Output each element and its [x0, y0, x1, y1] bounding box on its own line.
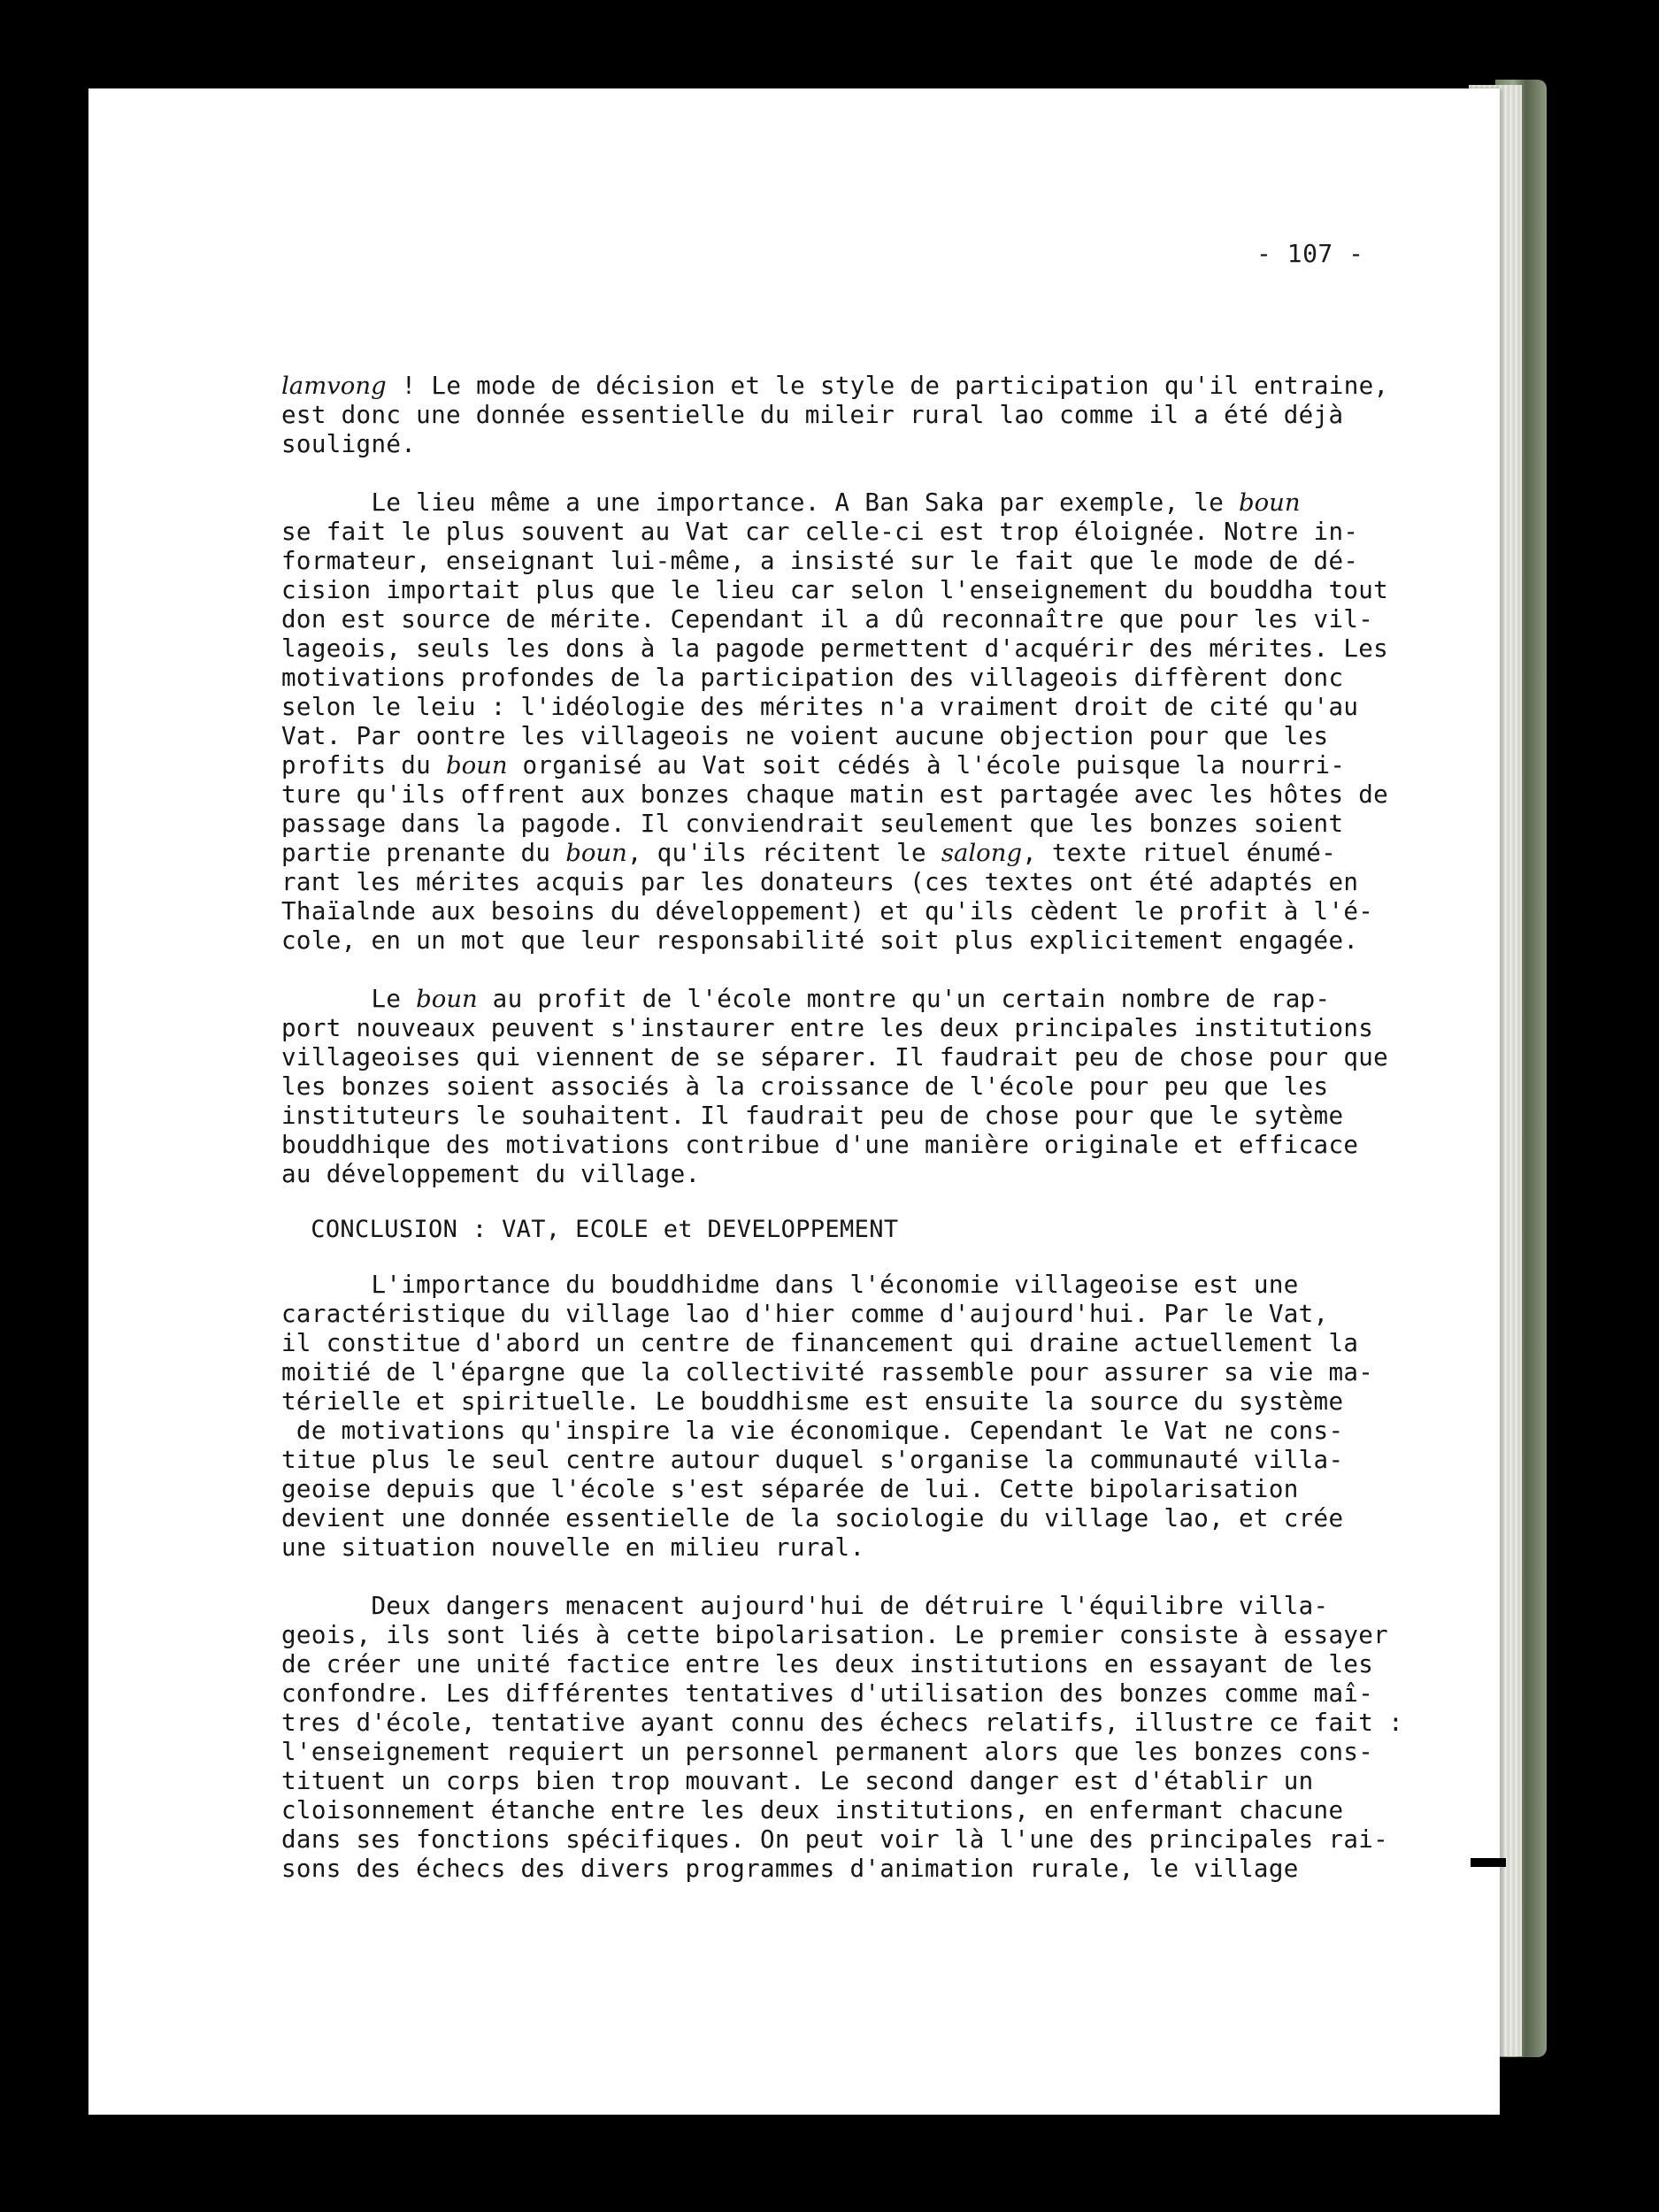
text-line	[281, 576, 1388, 605]
text-run: confondre. Les différentes tentatives d'utilisation des bonzes comme maî-	[281, 1679, 1374, 1708]
text-line	[281, 1131, 1358, 1160]
text-run: passage dans la pagode. Il conviendrait seulement que les bonzes soient	[281, 810, 1344, 838]
text-run: une situation nouvelle en milieu rural.	[281, 1533, 865, 1562]
text-run: L'importance du bouddhidme dans l'économie villageoise est une	[281, 1271, 1299, 1299]
text-line	[281, 751, 1345, 780]
text-run: dans ses fonctions spécifiques. On peut voir là l'une des principales rai-	[281, 1825, 1389, 1854]
page-number: - 107 -	[1256, 239, 1364, 268]
text-line	[281, 1825, 1388, 1855]
text-line	[281, 430, 416, 459]
text-line	[281, 926, 1358, 956]
italic-term: boun	[565, 839, 627, 867]
text-run: caractéristique du village lao d'hier comme d'aujourd'hui. Par le Vat,	[281, 1300, 1329, 1328]
text-line	[281, 1621, 1388, 1650]
text-line	[281, 1650, 1373, 1679]
text-line	[281, 1102, 1343, 1131]
text-run: rant les mérites acquis par les donateurs (ces textes ont été adaptés en	[281, 868, 1359, 896]
text-run: geois, ils sont liés à cette bipolarisation. Le premier consiste à essayer	[281, 1621, 1389, 1649]
text-line	[281, 1271, 1299, 1300]
text-line	[281, 1329, 1358, 1358]
text-line	[281, 1358, 1373, 1387]
text-line	[281, 780, 1388, 810]
text-line	[281, 372, 1388, 401]
text-run: ! Le mode de décision et le style de participation qu'il entraine,	[386, 372, 1389, 400]
text-line	[281, 1387, 1343, 1417]
text-run: bouddhique des motivations contribue d'une manière originale et efficace	[281, 1131, 1359, 1159]
text-run: , texte rituel énumé-	[1022, 839, 1337, 867]
text-run: geoise depuis que l'école s'est séparée de lui. Cette bipolarisation	[281, 1475, 1299, 1503]
text-run: moitié de l'épargne que la collectivité rassemble pour assurer sa vie ma-	[281, 1358, 1374, 1386]
margin-tab-mark	[1471, 1858, 1506, 1867]
text-run: Vat. Par oontre les villageois ne voient aucune objection pour que les	[281, 722, 1329, 750]
text-run: motivations profondes de la participation des villageois diffèrent donc	[281, 664, 1344, 692]
text-run: les bonzes soient associés à la croissance de l'école pour peu que les	[281, 1072, 1329, 1101]
text-run: térielle et spirituelle. Le bouddhisme est ensuite la source du système	[281, 1387, 1344, 1416]
text-run: villageoises qui viennent de se séparer. Il faudrait peu de chose pour que	[281, 1043, 1389, 1071]
text-line	[281, 1043, 1388, 1072]
text-line	[281, 1417, 1343, 1446]
text-run: ture qu'ils offrent aux bonzes chaque matin est partagée avec les hôtes de	[281, 780, 1389, 809]
text-run: don est source de mérite. Cependant il a dû reconnaître que pour les vil-	[281, 605, 1374, 634]
text-line	[281, 1738, 1373, 1767]
italic-term: boun	[416, 985, 478, 1013]
text-run: , qu'ils récitent le	[626, 839, 941, 867]
text-run: de motivations qu'inspire la vie économique. Cependant le Vat ne cons-	[281, 1417, 1344, 1445]
text-run: tres d'école, tentative ayant connu des échecs relatifs, illustre ce fait :	[281, 1709, 1403, 1737]
text-line	[281, 401, 1343, 430]
text-run: port nouveaux peuvent s'instaurer entre les deux principales institutions	[281, 1014, 1374, 1042]
section-heading	[281, 1215, 898, 1244]
text-line	[281, 1300, 1328, 1329]
text-run: instituteurs le souhaitent. Il faudrait peu de chose pour que le sytème	[281, 1102, 1344, 1130]
text-line	[281, 547, 1358, 576]
text-run: sons des échecs des divers programmes d'animation rurale, le village	[281, 1855, 1299, 1883]
text-line	[281, 1446, 1343, 1475]
text-line	[281, 868, 1358, 897]
text-line	[281, 693, 1358, 722]
text-run: titue plus le seul centre autour duquel s'organise la communauté villa-	[281, 1446, 1344, 1474]
text-line	[281, 1796, 1343, 1825]
italic-term: boun	[445, 751, 508, 780]
text-line	[281, 1014, 1373, 1043]
text-run: cloisonnement étanche entre les deux institutions, en enfermant chacune	[281, 1796, 1344, 1824]
text-line	[281, 1475, 1299, 1504]
text-line	[281, 664, 1343, 693]
text-line	[281, 810, 1343, 839]
text-run: Le	[281, 985, 417, 1013]
text-run: CONCLUSION : VAT, ECOLE et DEVELOPPEMENT	[281, 1216, 899, 1243]
text-run: devient une donnée essentielle de la sociologie du village lao, et crée	[281, 1504, 1344, 1532]
text-run: lageois, seuls les dons à la pagode permettent d'acquérir des mérites. Les	[281, 634, 1389, 663]
text-run: se fait le plus souvent au Vat car celle-ci est trop éloignée. Notre in-	[281, 518, 1359, 546]
text-run: de créer une unité factice entre les deux institutions en essayant de les	[281, 1650, 1374, 1678]
italic-term: boun	[1239, 488, 1301, 517]
text-line	[281, 897, 1373, 926]
italic-term: lamvong	[281, 372, 387, 400]
text-line	[281, 488, 1301, 518]
text-line	[281, 1504, 1343, 1533]
text-run: tituent un corps bien trop mouvant. Le second danger est d'établir un	[281, 1767, 1314, 1795]
text-run: au développement du village.	[281, 1160, 701, 1188]
text-run: cole, en un mot que leur responsabilité soit plus explicitement engagée.	[281, 926, 1359, 955]
text-run: Deux dangers menacent aujourd'hui de détruire l'équilibre villa-	[281, 1592, 1329, 1620]
text-run: Thaïalnde aux besoins du développement) et qu'ils cèdent le profit à l'é-	[281, 897, 1374, 926]
italic-term: salong	[941, 839, 1023, 867]
text-run: formateur, enseignant lui-même, a insisté sur le fait que le mode de dé-	[281, 547, 1359, 575]
text-run: organisé au Vat soit cédés à l'école puisque la nourri-	[507, 751, 1346, 780]
text-line	[281, 1160, 700, 1189]
text-line	[281, 985, 1330, 1014]
text-run: est donc une donnée essentielle du mileir rural lao comme il a été déjà	[281, 401, 1344, 429]
text-line	[281, 518, 1358, 547]
text-run: Le lieu même a une importance. A Ban Saka par exemple, le	[281, 488, 1240, 517]
text-run: l'enseignement requiert un personnel permanent alors que les bonzes cons-	[281, 1738, 1374, 1766]
text-line	[281, 1855, 1299, 1884]
text-run: cision importait plus que le lieu car selon l'enseignement du bouddha tout	[281, 576, 1389, 604]
text-run: souligné.	[281, 430, 417, 458]
text-line	[281, 1679, 1373, 1709]
text-line	[281, 1592, 1328, 1621]
text-run: il constitue d'abord un centre de financement qui draine actuellement la	[281, 1329, 1359, 1357]
text-line	[281, 1533, 864, 1563]
text-run: selon le leiu : l'idéologie des mérites n'a vraiment droit de cité qu'au	[281, 693, 1359, 721]
text-run: au profit de l'école montre qu'un certain nombre de rap-	[477, 985, 1331, 1013]
text-run: profits du	[281, 751, 446, 780]
text-line	[281, 1072, 1328, 1102]
text-line	[281, 839, 1336, 868]
text-line	[281, 722, 1328, 751]
text-line	[281, 1767, 1314, 1796]
text-line	[281, 634, 1388, 664]
text-line	[281, 1709, 1403, 1738]
text-run: partie prenante du	[281, 839, 566, 867]
text-line	[281, 605, 1373, 634]
